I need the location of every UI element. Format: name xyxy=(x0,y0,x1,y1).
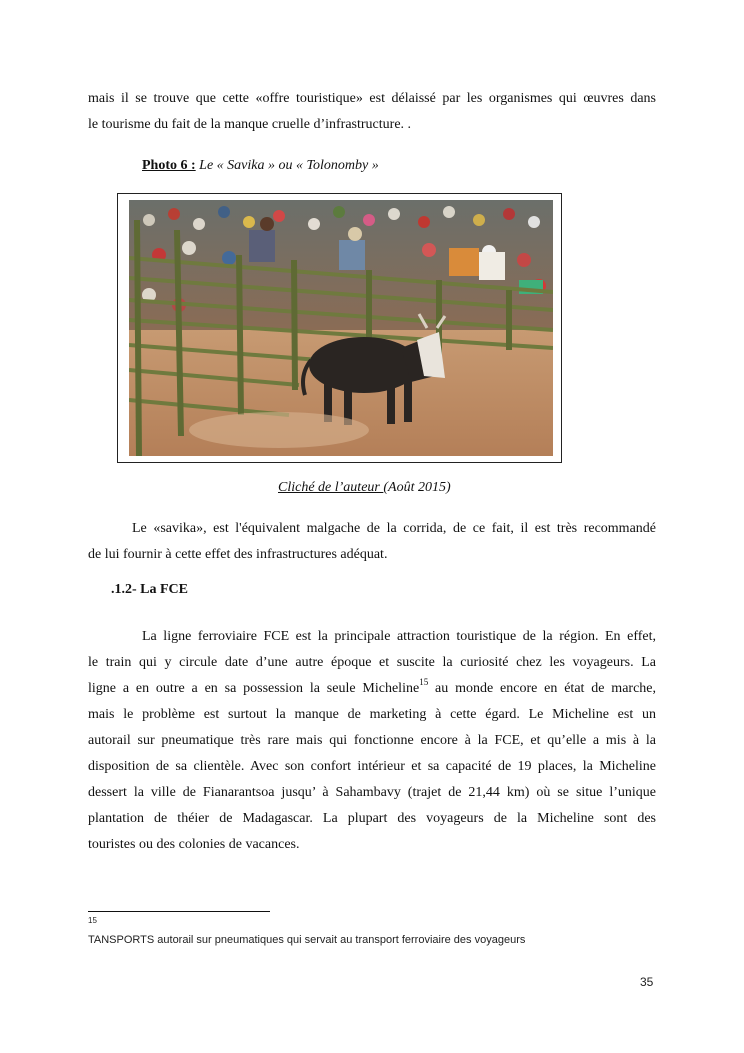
photo-credit xyxy=(278,480,451,496)
text-line: de lui fournir à cette effet des infrastructures adéquat. xyxy=(88,547,388,562)
fce-paragraph xyxy=(88,624,656,858)
footnote-number: 15 xyxy=(88,916,97,925)
footnote-divider xyxy=(88,911,270,912)
photo-caption xyxy=(142,155,379,177)
text-fragment: au monde encore en état de marche, xyxy=(428,681,656,696)
savika-paragraph xyxy=(88,516,656,568)
text-line: plantation de théier de Madagascar. La plupart des voyageurs de la Micheline sont des xyxy=(88,811,656,826)
section-heading: .1.2- La FCE xyxy=(111,582,188,597)
footnote-text: TANSPORTS autorail sur pneumatiques qui servait au transport ferroviaire des voyageurs xyxy=(88,934,526,946)
savika-photo xyxy=(129,200,553,456)
savika-photo-illustration xyxy=(129,200,553,456)
text-line: disposition de sa clientèle. Avec son confort intérieur et sa capacité de 19 places, la Micheline xyxy=(88,759,656,774)
intro-paragraph xyxy=(88,86,656,138)
text-line: mais le problème est surtout la manque de marketing à cette égard. Le Micheline est un xyxy=(88,707,656,722)
text-line: La ligne ferroviaire FCE est la principale attraction touristique de la région. En effet, xyxy=(142,629,656,644)
text-line: le train qui y circule date d’une autre époque et suscite la curiosité chez les voyageurs. La xyxy=(88,655,656,670)
photo-label: Photo 6 : xyxy=(142,158,196,173)
page-number: 35 xyxy=(640,975,654,989)
text-line: Le «savika», est l'équivalent malgache de la corrida, de ce fait, il est très recommandé xyxy=(132,521,656,536)
text-line: dessert la ville de Fianarantsoa jusqu’ à Sahambavy (trajet de 21,44 km) où se situe l’unique xyxy=(88,785,656,800)
text-line: touristes ou des colonies de vacances. xyxy=(88,837,300,852)
photo-title: Le « Savika » ou « Tolonomby » xyxy=(199,158,379,173)
text-fragment: ligne a en outre a en sa possession la seule Micheline xyxy=(88,681,420,696)
text-line: le tourisme du fait de la manque cruelle d’infrastructure. . xyxy=(88,117,412,132)
text-line xyxy=(88,676,656,702)
text-line: autorail sur pneumatique très rare mais qui fonctionne encore à la FCE, et qu’elle a mis à la xyxy=(88,733,656,748)
credit-author: Cliché de l’auteur xyxy=(278,480,384,495)
footnote-reference[interactable]: 15 xyxy=(419,677,429,688)
photo-frame xyxy=(117,193,562,463)
credit-date: (Août 2015) xyxy=(383,480,451,495)
text-line: mais il se trouve que cette «offre touristique» est délaissé par les organismes qui œuvres dans xyxy=(88,91,656,106)
